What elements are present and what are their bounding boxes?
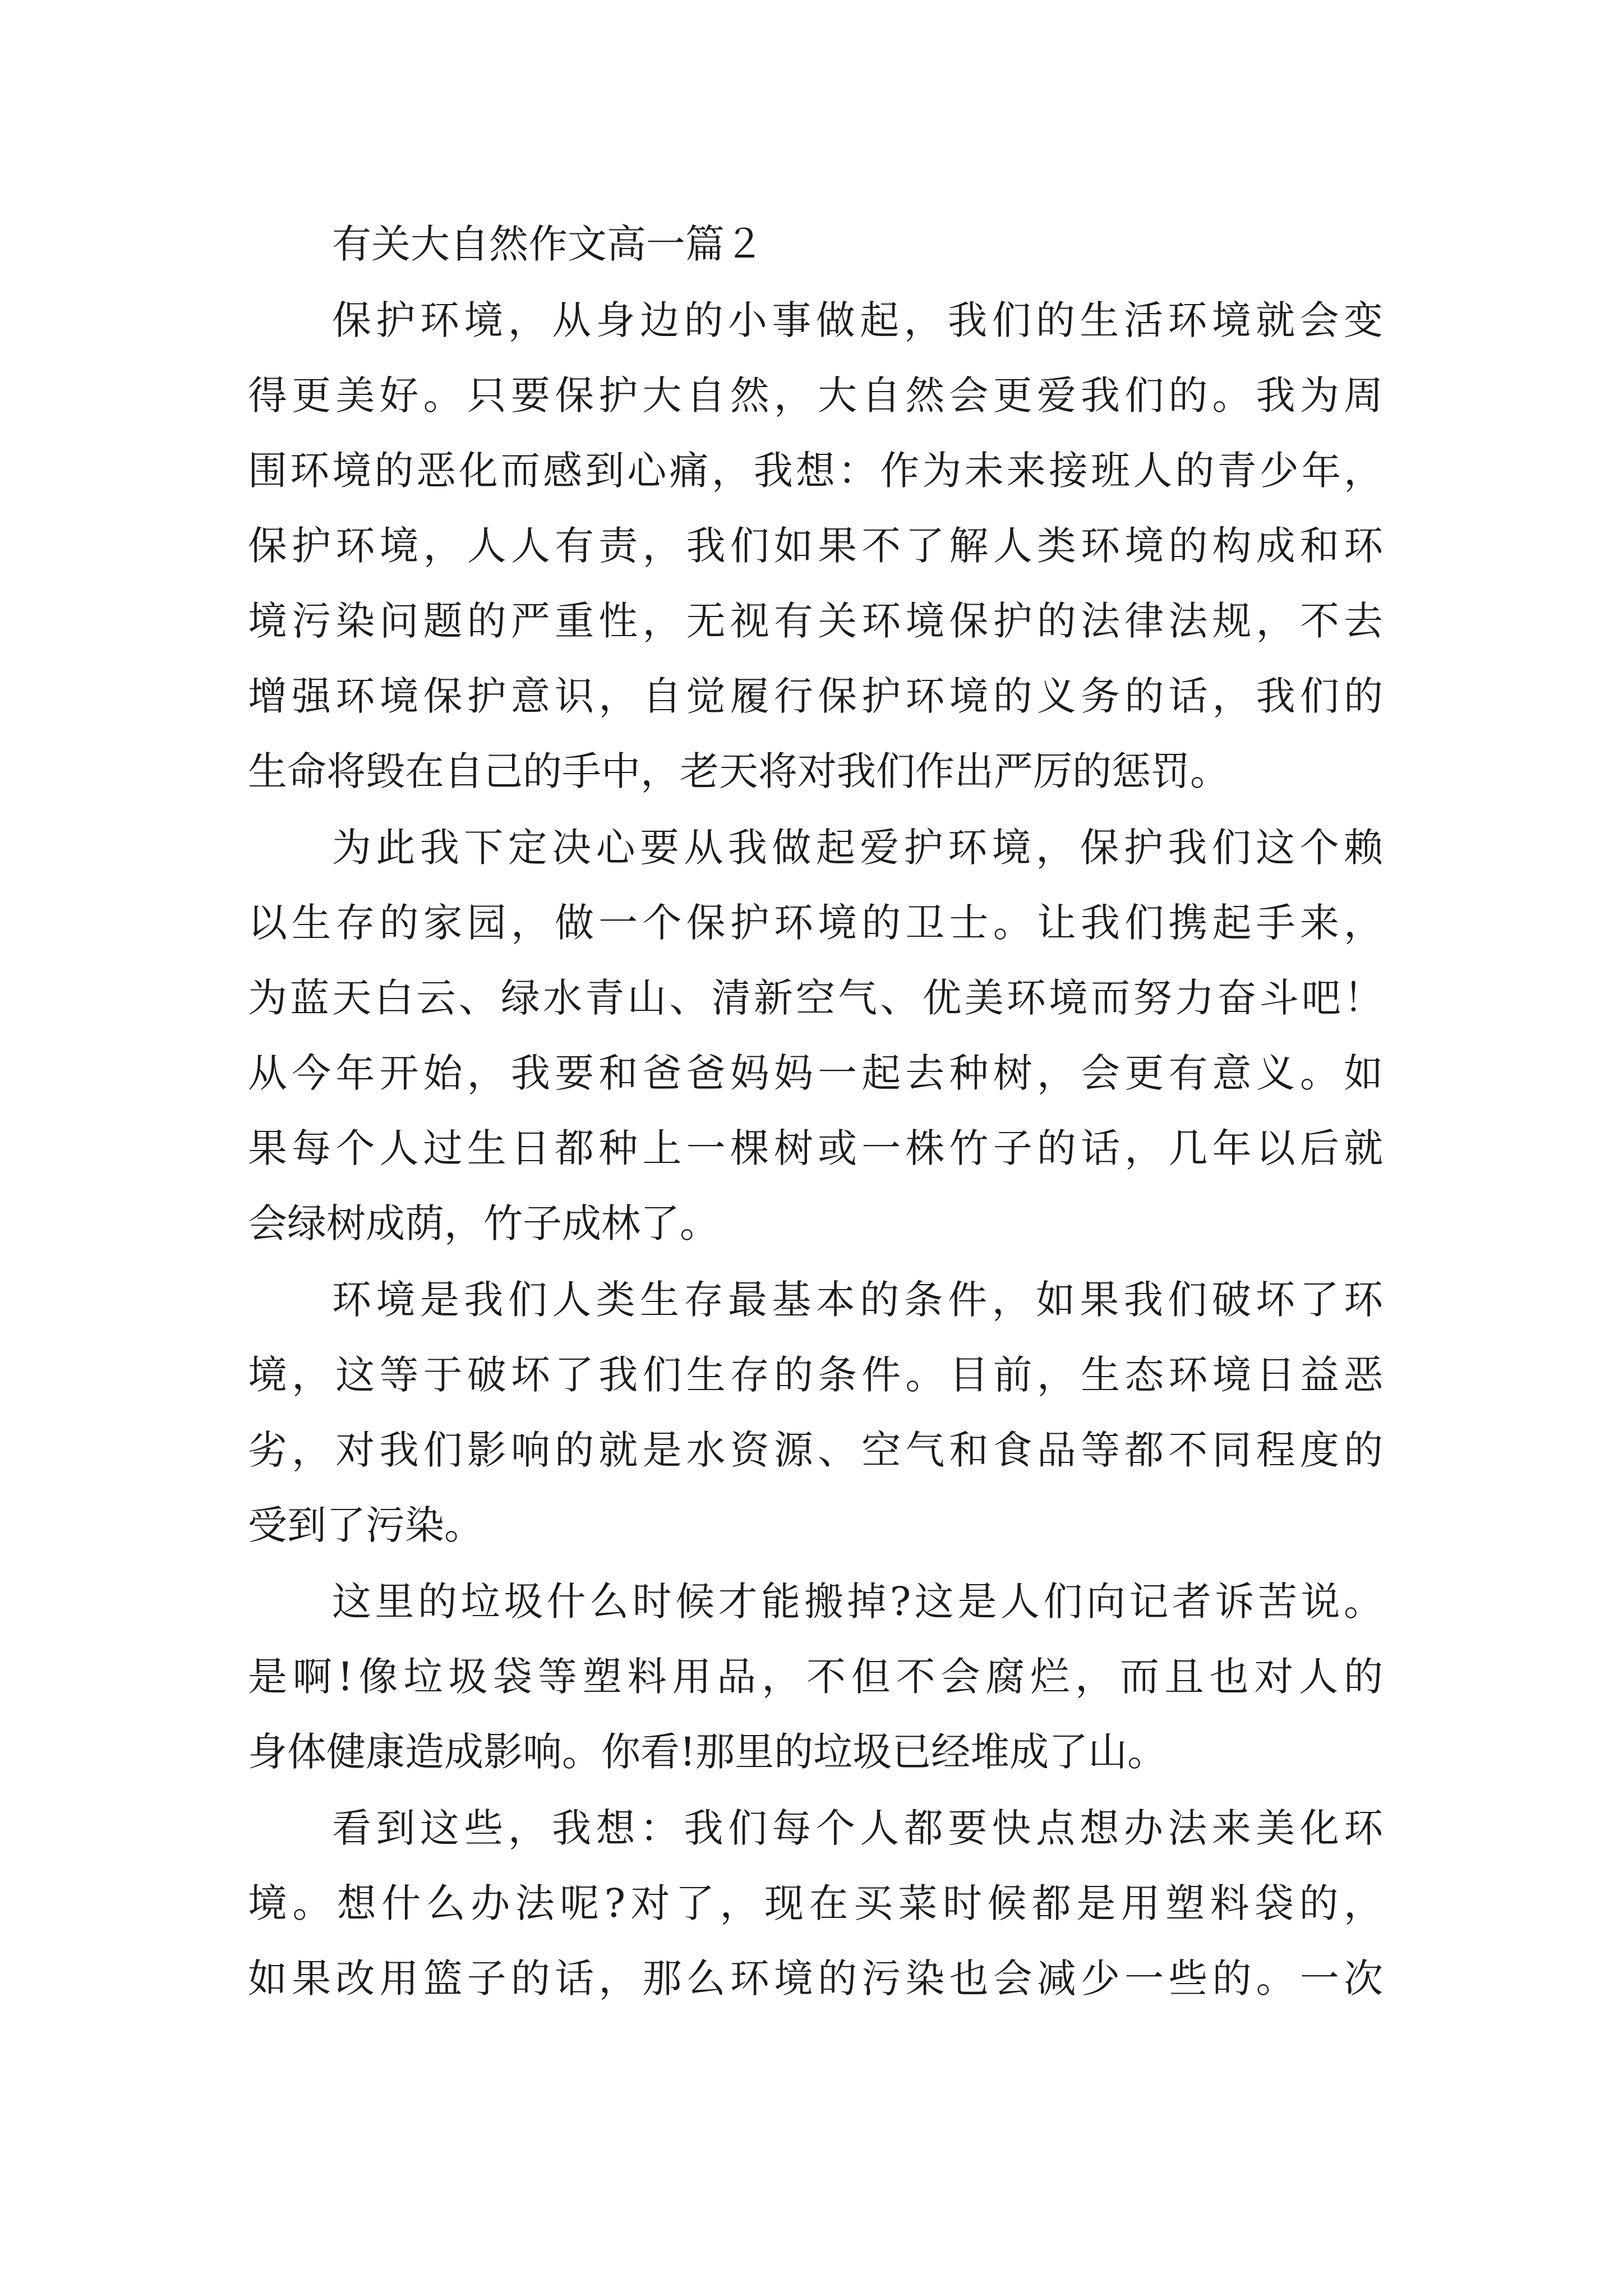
paragraph-2-line-3: 为蓝天白云、绿水青山、清新空气、优美环境而努力奋斗吧！ xyxy=(248,975,1383,1021)
paragraph-1-line-3: 围环境的恶化而感到心痛，我想：作为未来接班人的青少年， xyxy=(248,448,1383,494)
paragraph-1-line-7: 生命将毁在自己的手中，老天将对我们作出严厉的惩罚。 xyxy=(248,748,1229,794)
paragraph-1-line-6: 增强环境保护意识，自觉履行保护环境的义务的话，我们的 xyxy=(248,673,1383,719)
paragraph-2-line-1: 为此我下定决心要从我做起爱护环境，保护我们这个赖 xyxy=(332,825,1383,871)
paragraph-4-line-1: 这里的垃圾什么时候才能搬掉?这是人们向记者诉苦说。 xyxy=(332,1579,1383,1625)
paragraph-1-line-4: 保护环境，人人有责，我们如果不了解人类环境的构成和环 xyxy=(248,523,1383,569)
paragraph-3-line-1: 环境是我们人类生存最基本的条件，如果我们破坏了环 xyxy=(332,1277,1383,1323)
paragraph-3-line-4: 受到了污染。 xyxy=(248,1502,483,1548)
paragraph-1-line-2: 得更美好。只要保护大自然，大自然会更爱我们的。我为周 xyxy=(248,372,1383,418)
paragraph-2-line-5: 果每个人过生日都种上一棵树或一株竹子的话，几年以后就 xyxy=(248,1125,1383,1171)
paragraph-4-line-2: 是啊!像垃圾袋等塑料用品，不但不会腐烂，而且也对人的 xyxy=(248,1654,1383,1700)
paragraph-5-line-2: 境。想什么办法呢?对了，现在买菜时候都是用塑料袋的， xyxy=(248,1880,1383,1926)
paragraph-3-line-3: 劣，对我们影响的就是水资源、空气和食品等都不同程度的 xyxy=(248,1427,1383,1473)
paragraph-2-line-6: 会绿树成荫，竹子成林了。 xyxy=(248,1200,719,1246)
paragraph-5-line-3: 如果改用篮子的话，那么环境的污染也会减少一些的。一次 xyxy=(248,1955,1383,2001)
paragraph-4-line-3: 身体健康造成影响。你看!那里的垃圾已经堆成了山。 xyxy=(248,1729,1167,1775)
paragraph-5-line-1: 看到这些，我想：我们每个人都要快点想办法来美化环 xyxy=(332,1805,1383,1851)
paragraph-2-line-4: 从今年开始，我要和爸爸妈妈一起去种树，会更有意义。如 xyxy=(248,1050,1383,1096)
paragraph-3-line-2: 境，这等于破坏了我们生存的条件。目前，生态环境日益恶 xyxy=(248,1352,1383,1398)
paragraph-1-line-1: 保护环境，从身边的小事做起，我们的生活环境就会变 xyxy=(332,297,1383,343)
paragraph-1-line-5: 境污染问题的严重性，无视有关环境保护的法律法规，不去 xyxy=(248,598,1383,644)
document-title: 有关大自然作文高一篇２ xyxy=(332,221,764,267)
paragraph-2-line-2: 以生存的家园，做一个保护环境的卫士。让我们携起手来， xyxy=(248,900,1383,946)
